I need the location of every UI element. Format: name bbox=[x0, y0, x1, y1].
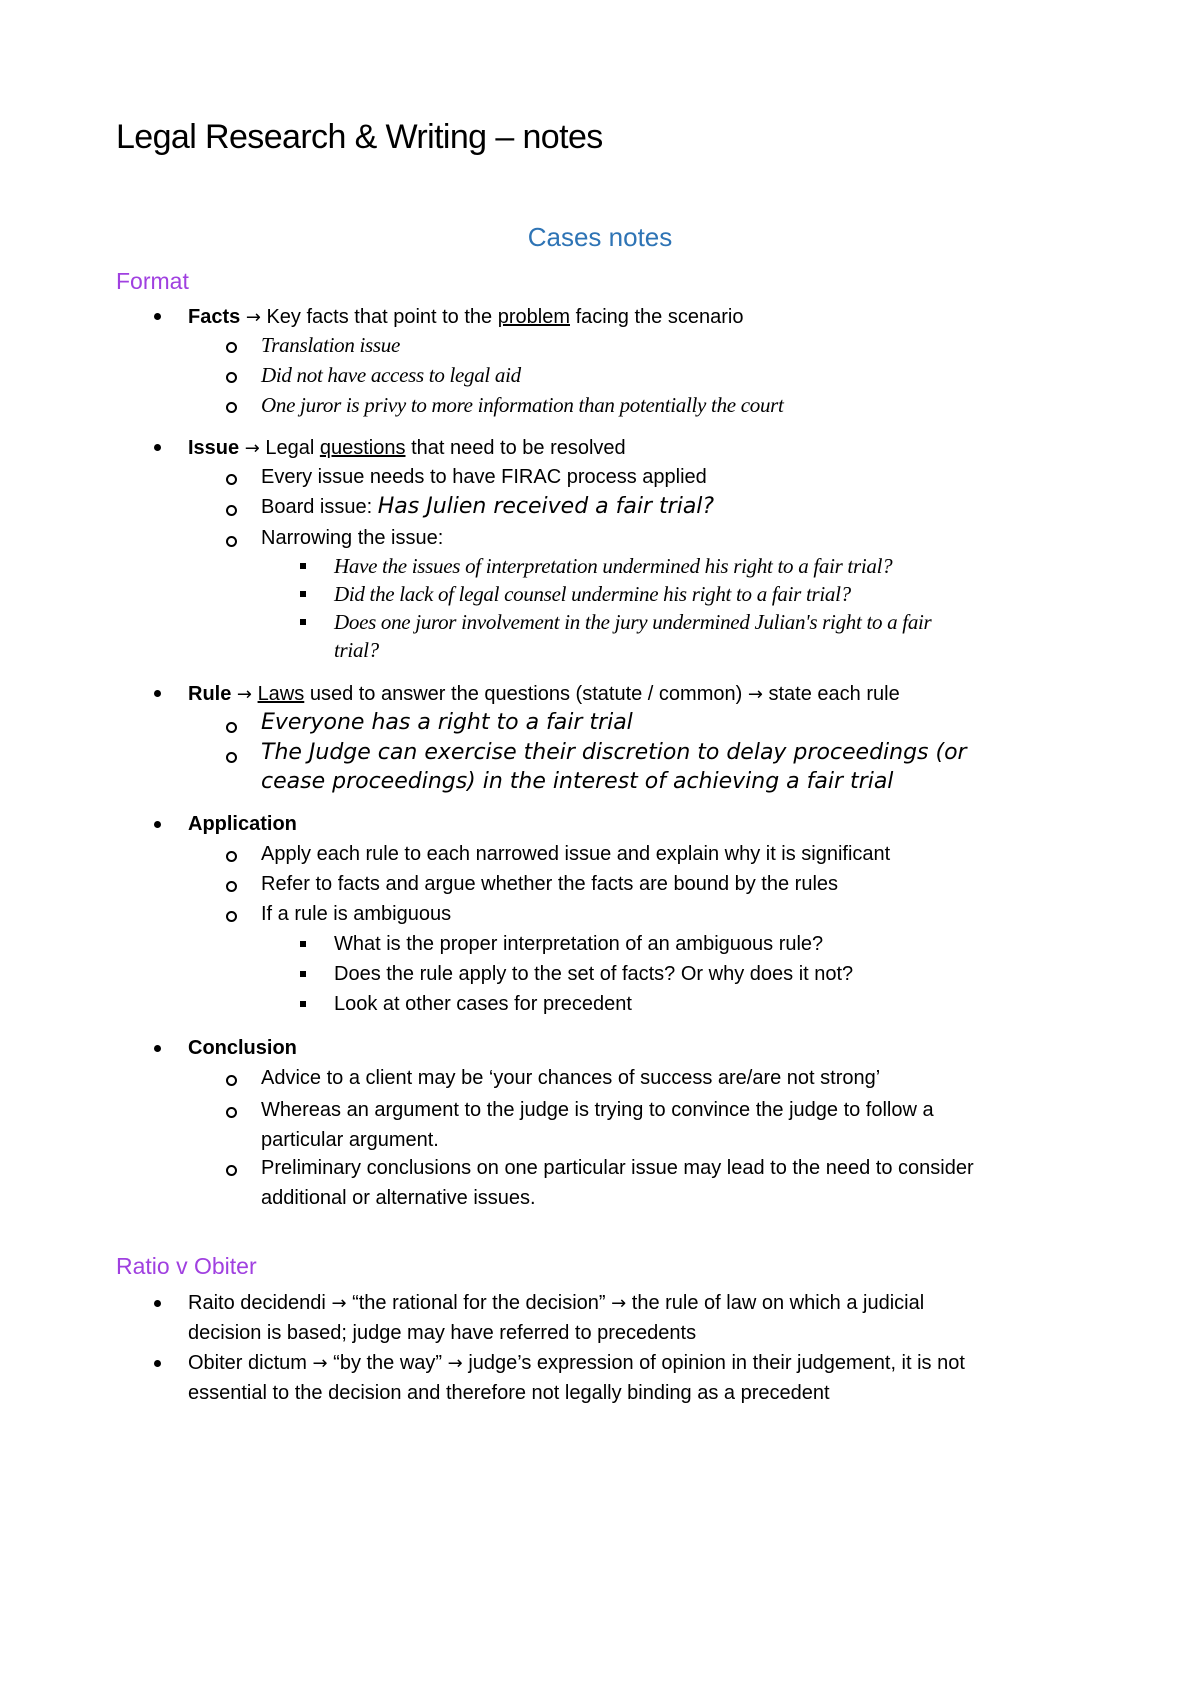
sub-bullet bbox=[226, 342, 237, 353]
rule-item: Everyone has a right to a fair trial bbox=[261, 710, 633, 735]
application-item: Refer to facts and argue whether the facts are bound by the rules bbox=[261, 873, 839, 895]
sub-sub-bullet bbox=[300, 971, 306, 977]
bullet bbox=[154, 821, 161, 828]
arrow-icon: → bbox=[331, 1293, 347, 1314]
conclusion-item-cont: additional or alternative issues. bbox=[261, 1187, 536, 1209]
narrowed-issue-cont: trial? bbox=[334, 638, 379, 662]
conclusion-item-cont: particular argument. bbox=[261, 1129, 439, 1151]
facts-item: Did not have access to legal aid bbox=[261, 363, 521, 387]
sub-sub-bullet bbox=[300, 563, 306, 569]
narrowing-label: Narrowing the issue: bbox=[261, 527, 444, 549]
sub-bullet bbox=[226, 402, 237, 413]
board-issue-line: Board issue: Has Julien received a fair trial? bbox=[261, 494, 715, 519]
issue-item: Every issue needs to have FIRAC process applied bbox=[261, 466, 707, 488]
sub-sub-bullet bbox=[300, 619, 306, 625]
facts-item: Translation issue bbox=[261, 333, 401, 357]
conclusion-label: Conclusion bbox=[188, 1037, 297, 1059]
arrow-icon: → bbox=[447, 1353, 463, 1374]
application-sub-item: Does the rule apply to the set of facts? Or why does it not? bbox=[334, 963, 854, 985]
arrow-icon: → bbox=[747, 684, 763, 705]
section-title: Cases notes bbox=[527, 222, 673, 252]
sub-bullet bbox=[226, 851, 237, 862]
rule-item-cont: cease proceedings) in the interest of achieving a fair trial bbox=[261, 769, 894, 794]
board-question: Has Julien received a fair trial? bbox=[377, 494, 715, 519]
format-heading: Format bbox=[116, 268, 189, 294]
bullet bbox=[154, 690, 161, 697]
narrowed-issue: Did the lack of legal counsel undermine his right to a fair trial? bbox=[334, 582, 851, 606]
rule-item: The Judge can exercise their discretion to delay proceedings (or bbox=[261, 740, 967, 765]
ratio-heading: Ratio v Obiter bbox=[116, 1253, 257, 1279]
sub-bullet bbox=[226, 1075, 237, 1086]
application-item: Apply each rule to each narrowed issue and explain why it is significant bbox=[261, 843, 891, 865]
facts-line: Facts → Key facts that point to the problem facing the scenario bbox=[188, 306, 744, 328]
sub-sub-bullet bbox=[300, 591, 306, 597]
sub-bullet bbox=[226, 1107, 237, 1118]
rule-label: Rule bbox=[188, 683, 232, 705]
issue-line: Issue → Legal questions that need to be resolved bbox=[188, 437, 626, 459]
issue-label: Issue bbox=[188, 437, 240, 459]
bullet bbox=[154, 313, 161, 320]
narrowed-issue: Does one juror involvement in the jury undermined Julian's right to a fair bbox=[334, 610, 932, 634]
sub-bullet bbox=[226, 505, 237, 516]
facts-label: Facts bbox=[188, 306, 241, 328]
application-sub-item: Look at other cases for precedent bbox=[334, 993, 632, 1015]
ratio-line: Raito decidendi → “the rational for the decision” → the rule of law on which a judicial bbox=[188, 1292, 925, 1314]
ratio-line-cont: decision is based; judge may have referred to precedents bbox=[188, 1322, 697, 1344]
sub-bullet bbox=[226, 752, 237, 763]
bullet bbox=[154, 1045, 161, 1052]
application-sub-item: What is the proper interpretation of an ambiguous rule? bbox=[334, 933, 824, 955]
arrow-icon: → bbox=[236, 684, 252, 705]
facts-item: One juror is privy to more information than potentially the court bbox=[261, 393, 784, 417]
arrow-icon: → bbox=[244, 438, 260, 459]
sub-bullet bbox=[226, 536, 237, 547]
sub-bullet bbox=[226, 722, 237, 733]
sub-sub-bullet bbox=[300, 941, 306, 947]
application-item: If a rule is ambiguous bbox=[261, 903, 452, 925]
arrow-icon: → bbox=[245, 307, 261, 328]
obiter-line-cont: essential to the decision and therefore not legally binding as a precedent bbox=[188, 1382, 830, 1404]
sub-sub-bullet bbox=[300, 1001, 306, 1007]
sub-bullet bbox=[226, 911, 237, 922]
sub-bullet bbox=[226, 1165, 237, 1176]
bullet bbox=[154, 1300, 161, 1307]
conclusion-item: Advice to a client may be ‘your chances of success are/are not strong’ bbox=[261, 1067, 881, 1089]
document-title: Legal Research & Writing – notes bbox=[116, 118, 603, 156]
obiter-line: Obiter dictum → “by the way” → judge’s expression of opinion in their judgement, it is not bbox=[188, 1352, 965, 1374]
arrow-icon: → bbox=[312, 1353, 328, 1374]
bullet bbox=[154, 1360, 161, 1367]
application-label: Application bbox=[188, 813, 297, 835]
sub-bullet bbox=[226, 474, 237, 485]
narrowed-issue: Have the issues of interpretation undermined his right to a fair trial? bbox=[334, 554, 893, 578]
arrow-icon: → bbox=[611, 1293, 627, 1314]
bullet bbox=[154, 444, 161, 451]
sub-bullet bbox=[226, 881, 237, 892]
conclusion-item: Whereas an argument to the judge is trying to convince the judge to follow a bbox=[261, 1099, 934, 1121]
conclusion-item: Preliminary conclusions on one particular issue may lead to the need to consider bbox=[261, 1157, 974, 1179]
rule-line: Rule → Laws used to answer the questions (statute / common) → state each rule bbox=[188, 683, 900, 705]
sub-bullet bbox=[226, 372, 237, 383]
